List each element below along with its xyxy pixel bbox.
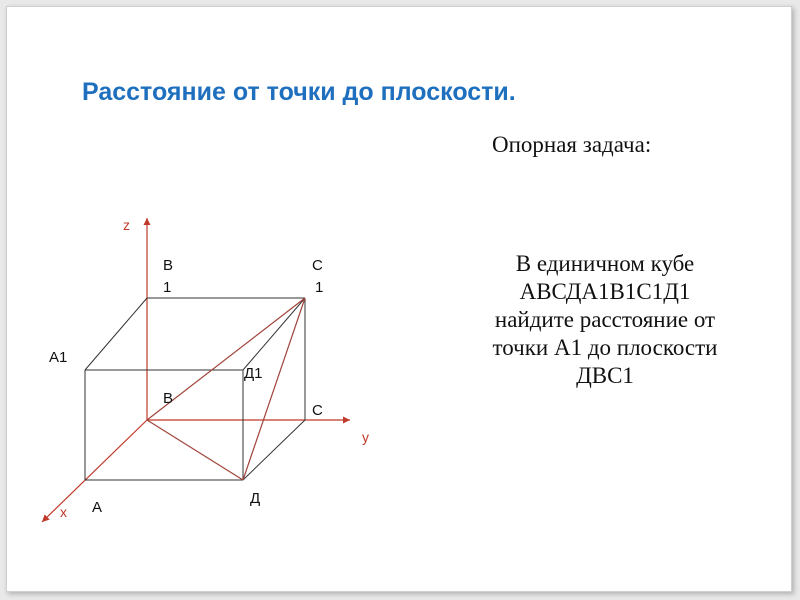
cube-edges: [85, 298, 305, 480]
label-D: Д: [250, 490, 261, 507]
slide-subtitle: Опорная задача:: [492, 132, 652, 157]
problem-line: АВСДА1В1С1Д1: [519, 279, 691, 304]
problem-line: В единичном кубе: [515, 251, 695, 276]
label-y: y: [362, 429, 369, 445]
label-D1: Д1: [244, 365, 263, 382]
segment-BD: [147, 420, 243, 480]
label-B1-main: В: [163, 257, 174, 274]
label-x: x: [60, 504, 67, 520]
slide-title: Расстояние от точки до плоскости.: [82, 78, 516, 106]
edge-DC: [243, 420, 305, 480]
problem-line: ДВС1: [576, 363, 634, 388]
label-C: С: [312, 402, 323, 419]
segment-DC1: [243, 298, 305, 480]
label-A: А: [92, 499, 103, 516]
label-B: В: [163, 390, 174, 407]
edge-D1C1: [243, 298, 305, 370]
label-C1-main: С: [312, 257, 323, 274]
problem-line: точки А1 до плоскости: [492, 335, 718, 360]
label-B1-sub: 1: [163, 279, 172, 296]
problem-line: найдите расстояние от: [494, 307, 716, 332]
label-z: z: [123, 217, 130, 233]
label-A1: А1: [49, 349, 68, 366]
edge-A1B1: [85, 298, 147, 370]
label-C1-sub: 1: [315, 279, 324, 296]
